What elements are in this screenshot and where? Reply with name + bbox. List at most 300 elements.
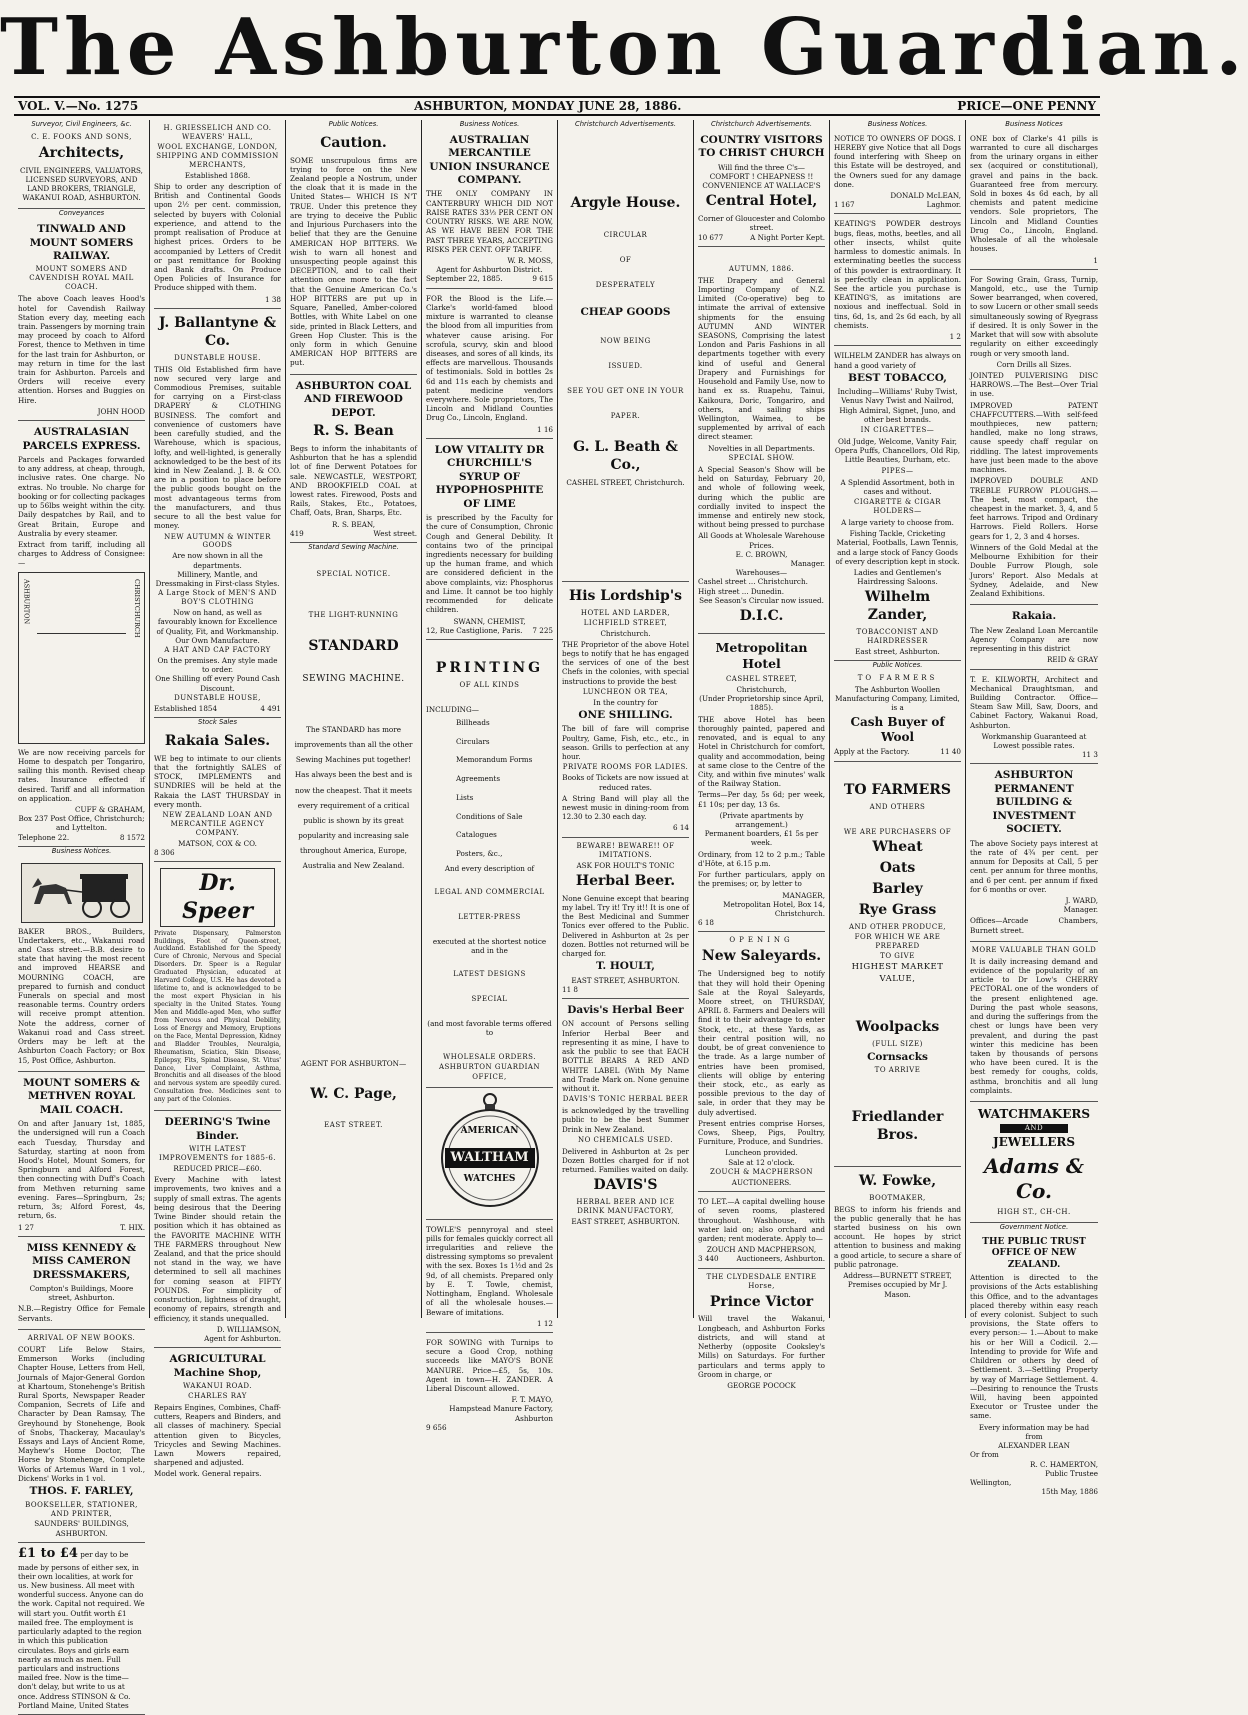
ad-adams [970, 1102, 1098, 1223]
ad-line: Terms—Per day, 5s 6d; per week, £1 10s; per day, 13 6s. [698, 790, 825, 809]
printing-item: Conditions of Sale [456, 811, 523, 821]
ad-name: Wilhelm Zander, [864, 589, 931, 624]
section-label: Christchurch Advertisements. [574, 120, 676, 128]
ad-heading-big: Herbal Beer. [575, 872, 676, 889]
ad-line: (Private apartments by arrangement.) [719, 810, 804, 830]
section-label: Surveyor, Civil Engineers, &c. [31, 120, 132, 128]
ad-body: Old Judge, Welcome, Vanity Fair, Opera Puffs, Chancellors, Old Rip, Little Beauties, Durham, etc. [834, 436, 961, 465]
ad-signature: AUCTIONEERS. [731, 1177, 792, 1187]
ad-body: Compton's Buildings, Moore street, Ashburton. [29, 1284, 134, 1303]
ad-heading-big: New Saleyards. [701, 948, 822, 965]
ad-line: Are now shown in all the departments. [172, 551, 263, 570]
ad-standard-sewing [290, 552, 417, 1136]
ad-body: BAKER BROS., Builders, Undertakers, etc., Wakanui road and Cass street.—B.B. desire to state that having the most recent and improved HEARSE and MOURNING COACH, are prepared to furnish and conduct Funerals on special and most reasonable terms. Country orders will receive prompt attention. Note the address, corner of Wakanui road and Cass street. Orders may be left at the Ashburton Coach Factory; or Box 15, Post Office, Ashburton. [18, 926, 145, 1065]
ad-body: Every Machine with latest improvements, two knives and a supply of small extras. The agents being desirous that the Deering Twine Binder should retain the position which it has obtained as the FAVORITE MACHINE WITH THE FARMERS throughout New Zealand, and that the price should not stand in the way, we have determined to sell all machines for coming season at FIFTY POUNDS. For simplicity of construction, lightness of draught, economy of repairs, strength and efficiency, it stands unequalled. [154, 1175, 281, 1323]
ad-signature: GEORGE POCOCK [727, 1380, 796, 1390]
ad-body: ONE box of Clarke's 41 pills is warranted to cure all discharges from the urinary organs in either sex (acquired or constitutional), gravel and pains in the back. Guaranteed free from mercury. Sold in boxes 4s 6d each, by all chemists and patent medicine vendors. Sole proprietors, The Lincoln and Midland Counties Drug Co., Lincoln, England. Wholesale of all the wholesale houses. [970, 133, 1098, 254]
ad-line: INCLUDING— [426, 704, 479, 714]
ad-signature: Public Trustee [1045, 1468, 1098, 1478]
ad-signature: JOHN HOOD [97, 406, 145, 416]
section-label: Stock Sales [197, 718, 238, 727]
ad-rakaia [154, 727, 281, 863]
ad-footer [698, 1254, 825, 1263]
ad-dic [698, 247, 825, 634]
ad-heading: BEST TOBACCO, [848, 371, 947, 384]
ad-line: SPECIAL SHOW. [728, 453, 795, 462]
ad-name: Prince Victor [709, 1293, 814, 1310]
ad-heading: Argyle House. [570, 194, 681, 211]
ad-heading: AGRICULTURAL Machine Shop, [169, 1353, 266, 1379]
ad-woollen [834, 670, 961, 762]
ad-rakaia-agency [970, 605, 1098, 669]
ad-body: The STANDARD has more improvements than all the other Sewing Machines put together! Has always been the best and is now the cheapest. That it meets every requirement of a critical public is shown by its great popularity and increasing sale throughout America, Europe, Australia and New Zealand. [294, 725, 413, 871]
ad-argyle [562, 129, 689, 582]
ad-line: (FULL SIZE) [872, 1039, 923, 1048]
ad-body: The New Zealand Loan Mercantile Agency Company are now representing in this district [970, 625, 1098, 654]
ad-body: A String Band will play all the newest music in dining-room from 12.30 to 2.30 each day. [562, 793, 689, 822]
ad-heading-big: Cash Buyer of Wool [850, 714, 945, 745]
produce-item: Wheat [872, 839, 923, 856]
printing-item: Posters, &c., [456, 849, 503, 859]
ad-name: W. Fowke, [858, 1172, 937, 1189]
ad-kennedy [18, 1237, 145, 1330]
produce-item: Woolpacks [855, 1018, 940, 1035]
ad-line: Workmanship Guaranteed at Lowest possible rates. [981, 731, 1087, 751]
ad-ref: 11 40 [940, 747, 961, 757]
ad-clarkes-pills [970, 129, 1098, 270]
ad-low-vitality [426, 439, 553, 640]
ad-body: Parcels and Packages forwarded to any address, at cheap, through, inclusive rates. One charge. No extras. No trouble. No charge for booking or for collecting packages up to 56lbs weight within the city. Daily despatches by Rail, and to Great Britain, Europe and Australia by every steamer. [18, 455, 145, 538]
ad-machine-shop [154, 1348, 281, 1483]
ad-heading: Architects, [38, 144, 125, 161]
ad-footer [834, 747, 961, 756]
ad-line: ISSUED. [608, 361, 643, 370]
ad-signature: E. C. BROWN, [735, 549, 788, 559]
masthead [0, 0, 1248, 96]
column-6 [694, 120, 830, 1390]
tariff-grid [37, 633, 126, 737]
ad-line: CIRCULAR [603, 230, 648, 239]
ad-line: Novelties in all Departments. [708, 443, 815, 453]
ad-heading: DEERING'S Twine Binder. [164, 1116, 271, 1142]
ad-metropolitan [698, 634, 825, 932]
ad-line: Or from [970, 1450, 999, 1460]
ad-place: Laghmor. [926, 200, 961, 210]
ad-heading: TO FARMERS [857, 674, 938, 683]
ad-signature: MANAGER, [782, 890, 825, 900]
column-8 [966, 120, 1102, 1497]
ad-hoult [562, 838, 689, 999]
ad-body: We are now receiving parcels for Home to despatch per Tongariro, sailing this month. Revised cheap rates. Insurance effected if desired. Tariff and all information on application. [18, 747, 145, 803]
ad-line: ONE SHILLING. [578, 709, 673, 722]
ad-heading: Rakaia Sales. [164, 732, 271, 749]
ad-line: NEW AUTUMN & WINTER GOODS [164, 532, 271, 550]
printing-item: Catalogues [456, 830, 497, 840]
ad-line: Millinery, Mantle, and Dressmaking in First-class Styles. [155, 569, 280, 589]
ad-line: Cashel street ... Christchurch. [698, 577, 808, 587]
column-5 [558, 120, 694, 1318]
ad-ref: 8 1572 [119, 832, 145, 842]
ad-signature: Manager. [1063, 905, 1098, 915]
tariff-side-label: ASHBURTON [22, 578, 31, 624]
ad-heading: AUTUMN, 1886. [728, 264, 795, 273]
ad-address: Corner of Gloucester and Colombo street. [698, 214, 825, 233]
ad-caution [290, 129, 417, 375]
ad-signature: F. T. MAYO, [511, 1395, 553, 1405]
ad-address: Auctioneers, Ashburton. [736, 1254, 825, 1264]
ad-line: Now on hand, as well as favourably known for Excellence of Quality, Fit, and Workmanship. Our Own Manufacture. [156, 608, 279, 645]
ad-heading: Metropolitan Hotel [715, 640, 808, 672]
ad-heading: Rakaia. [1011, 610, 1057, 623]
printing-item: Agreements [456, 774, 501, 784]
ad-body: It is daily increasing demand and evidence of the popularity of an article to Dr Low's CHERRY PECTORAL one of the wonders of the present enlightened age. During the past whole seasons, and during the sufferings from the chest or lungs have been very prevalent, and during the past winter this medicine has been taken by thousands of persons who have been cured. It is the best remedy for coughs, colds, asthma, bronchitis and all lung complaints. [970, 956, 1098, 1095]
ad-blood-mixture [426, 289, 553, 439]
ad-body: Winners of the Gold Medal at the Melbourne Exhibition for their Double Furrow Plough, sole Jurors' Report. Also Medals at Sydney, Adelaide, and New Zealand Exhibitions. [970, 542, 1098, 598]
ad-body: The bill of fare will comprise Poultry, Game, Fish, etc., etc., in season. Grills to perfection at any hour. [562, 724, 689, 762]
ad-line: HERBAL BEER AND ICE DRINK MANUFACTORY, [576, 1198, 675, 1216]
ad-name: THOS. F. FARLEY, [29, 1485, 134, 1498]
ad-heading: AUSTRALASIAN PARCELS EXPRESS. [22, 426, 141, 452]
ad-subheading: MOUNT SOMERS AND CAVENDISH ROYAL MAIL COACH. [29, 265, 134, 292]
ad-signature: Manager. [790, 559, 825, 569]
ad-name: W. C. Page, [310, 1085, 397, 1102]
ad-body: Delivered in Ashburton at 2s per Dozen Bottles charged for if not returned. Families waited on daily. [562, 1146, 689, 1175]
ad-name: D.I.C. [739, 608, 784, 625]
ad-signature: R. C. HAMERTON, [1030, 1459, 1098, 1469]
ad-clydesdale [698, 1269, 825, 1395]
watch-label: WALTHAM [450, 1149, 529, 1165]
ad-signature: J. WARD, [1065, 895, 1098, 905]
section-label: Business Notices. [867, 120, 928, 128]
ad-line: Warehouses— [735, 568, 788, 578]
ad-body: KEATING'S POWDER destroys bugs, fleas, moths, beetles, and all other insects, whilst quite harmless to domestic animals. In exterminating beetles the success of this powder is extraordinary. It is perfectly clean in application. See the article you purchase is KEATING'S, as imitations are noxious and ineffectual. Sold in tins, 6d, 1s, and 2s 6d each, by all chemists. [834, 219, 961, 330]
ad-line: In the country for [593, 697, 658, 707]
ad-signature: T. HOULT, [596, 960, 655, 973]
ad-line: (Under Proprietorship since April, 1885). [699, 694, 824, 713]
ad-line: DUNSTABLE HOUSE, [174, 693, 261, 702]
ad-line: One Shilling off every Pound Cash Discount. [155, 674, 280, 693]
ad-dogs-notice [834, 129, 961, 215]
tariff-note: Extract from tariff, including all charges to Address of Consignee:— [18, 539, 145, 568]
ad-body: FOR the Blood is the Life.—Clarke's world-famed blood mixture is warranted to cleanse the blood from all impurities from whatever cause arising. For scrofula, scurvy, skin and blood diseases, and sores of all kinds, its effects are marvellous. Thousands of testimonials. Sold in bottles 2s 6d and 11s each by chemists and patent medicine vendors everywhere. Sole proprietors, The Lincoln and Midland Counties Drug Co., Lincoln, England. [426, 293, 553, 423]
ad-signature: MATSON, COX & CO. [178, 838, 257, 848]
ad-subheading: BOOTMAKER, [869, 1193, 926, 1202]
ad-ref: 11 3 [1081, 750, 1098, 760]
ad-line: (and most favorable terms offered to [427, 1019, 552, 1038]
ad-kilworth [970, 670, 1098, 765]
ad-line: And every description of [444, 863, 535, 873]
ad-body: COURT Life Below Stairs, Emmerson Works (including Chapter House, Letters from Hell, Journals of Major-General Gordon at Khartoum, Stonehenge's British Rural Sports, Newspaper Reader Companion, Secrets of Life and Character by Dean Ramsay, The Greyhound by Stonehenge, Book of Snobs, Thackeray, Macaulay's Essays and Lays of Ancient Rome, Mayhew's Home Doctor, The Horse by Stonehenge, Complete Works of Artemus Ward in 1 vol., Dickens' Works in 1 vol. [18, 1344, 145, 1483]
ad-friedlander [834, 762, 961, 1167]
ad-ref: 3 440 [698, 1254, 719, 1264]
ad-ref: 419 [290, 528, 304, 538]
column-2 [150, 120, 286, 1479]
tariff-side-label: CHRISTCHURCH [133, 578, 141, 638]
ad-body: TOWLE'S pennyroyal and steel pills for females quickly correct all irregularities and relieve the distressing symptoms so prevalent with the sex. Boxes 1s 1½d and 2s 9d, of all chemists. Prepared only by E. T. Towle, chemist, Nottingham, England. Wholesale of all the wholesale houses.—Beware of imitations. [426, 1224, 553, 1317]
ad-line: SPECIAL [471, 995, 508, 1004]
section-label: Conveyances [58, 209, 105, 218]
column-4 [422, 120, 558, 1432]
ad-line: TO ARRIVE [874, 1065, 921, 1074]
ad-line: LATEST DESIGNS [453, 970, 526, 979]
produce-item: Rye Grass [858, 902, 937, 919]
ad-heading: SPECIAL NOTICE. [316, 569, 391, 578]
ad-date: September 22, 1885. [426, 274, 503, 284]
ad-subheading: OF ALL KINDS [459, 680, 520, 689]
ad-ref: 1 16 [536, 424, 553, 434]
ad-line: FOR WHICH WE ARE PREPARED [854, 933, 941, 950]
ad-line: Corn Drills all Sizes. [996, 359, 1072, 369]
ad-line: SEE YOU GET ONE IN YOUR [567, 386, 684, 395]
ad-line: ASK FOR HOULT'S TONIC [576, 860, 675, 870]
ad-footer [426, 626, 553, 635]
ad-body: CIVIL ENGINEERS, VALUATORS, LICENSED SURVEYORS, AND LAND BROKERS, TRIANGLE, WAKANUI ROAD, ASHBURTON. [20, 165, 143, 203]
section-label: Business Notices. [51, 846, 112, 855]
ad-established: Established 1868. [184, 170, 251, 180]
ad-body: BEGS to inform his friends and the public generally that he has started business on his own account. He hopes by strict attention to business and making a good article, to secure a share of public patronage. [834, 1204, 961, 1269]
ad-body: For Sowing Grain, Grass, Turnip, Mangold, etc., use the Turnip Sower bearranged, when covered, to sow Lucern or other small seeds simultaneously sowing of Ryegrass if desired. It is only Sower in the Market that will sow with absolute regularity on either exceedingly rough or very smooth land. [970, 274, 1099, 358]
ad-address: Metropolitan Hotel, Box 14, [723, 899, 825, 909]
ad-body: JOINTED PULVERISING DISC HARROWS.—The Best—Over Trial in use. [970, 370, 1098, 399]
ad-body: is acknowledged by the travelling public to be the best Summer Drink in New Zealand. [562, 1106, 689, 1134]
ad-heading: THE CLYDESDALE ENTIRE Horse, [706, 1272, 817, 1290]
ad-heading: ARRIVAL OF NEW BOOKS. [27, 1333, 136, 1342]
ad-australian-mercantile [426, 129, 553, 289]
ad-line: Luncheon provided. [725, 1148, 798, 1158]
ad-body: Ladies and Gentlemen's Hairdressing Saloons. [853, 568, 942, 587]
ad-signature: SWANN, CHEMIST, [453, 616, 526, 626]
ad-footer [834, 200, 961, 209]
ad-heading: Dr. Speer [160, 868, 275, 926]
ad-footer [698, 233, 825, 242]
ad-line: Ordinary, from 12 to 2 p.m.; Table d'Hôte, at 6.15 p.m. [698, 849, 825, 868]
ad-footer [290, 529, 417, 538]
ad-line: All Goods at Wholesale Warehouse Prices. [698, 531, 825, 550]
ad-body: Present entries comprise Horses, Cows, Sheep, Pigs, Poultry, Furniture, Produce, and Sundries. [698, 1118, 825, 1147]
ad-address: Box 237 Post Office, Christchurch; and Lyttelton. [18, 814, 145, 833]
ad-footer [154, 704, 281, 713]
column-3 [286, 120, 422, 1318]
ad-heading: AUSTRALIAN MERCANTILE UNION INSURANCE COMPANY. [429, 133, 550, 186]
ad-address: East street, Ashburton. [855, 647, 940, 657]
ad-ref: 1 12 [536, 1318, 553, 1328]
ad-subheading: WITH LATEST IMPROVEMENTS for 1885-6. [158, 1145, 277, 1163]
ad-fooks [18, 129, 145, 210]
ad-address: HIGH ST., CH-CH. [997, 1207, 1071, 1216]
ad-books [18, 1330, 145, 1543]
ad-address: EAST STREET. [324, 1121, 383, 1130]
ad-address: 12, Rue Castiglione, Paris. [426, 625, 523, 635]
ad-ref: 6 14 [672, 823, 689, 833]
ad-line: OF [619, 255, 632, 264]
ad-body: NOTICE TO OWNERS OF DOGS. I HEREBY give Notice that all Dogs found interfering with Sheep on this Estate will be destroyed, and the Owners sued for any damage done. [834, 133, 961, 189]
ad-heading: THE PUBLIC TRUST OFFICE OF NEW ZEALAND. [982, 1236, 1086, 1270]
ad-telephone: Telephone 22. [18, 832, 70, 842]
ad-heading: J. Ballantyne & Co. [158, 314, 277, 349]
ad-price: REDUCED PRICE—£60. [173, 1164, 262, 1174]
ad-body: per day to be made by persons of either sex, in their own localities, at work for us. New business. All meet with wonderful success. Anyone can do the work. Capital not required. We will start you. Outfit worth £1 mailed free. The employment is particularly adapted to the region in which this publication circulates. Boys and girls earn nearly as much as men. Full particulars and instructions mailed free. Now is the time—don't delay, but write to us at once. Address STINSON & Co. Portland Maine, United States [18, 1549, 145, 1710]
section-label: Government Notice. [999, 1222, 1069, 1231]
ad-ballantyne [154, 309, 281, 718]
ad-line: IN CIGARETTES— [860, 426, 935, 435]
ad-bean [290, 375, 417, 543]
ad-ref: 11 8 [562, 984, 579, 994]
ad-ref: 1 27 [18, 1222, 35, 1232]
ad-body: THE Drapery and General Importing Company of N.Z. Limited (Co-operative) beg to intimate the arrival of extensive shipments for the ensuing AUTUMN AND WINTER SEASONS, Comprising the latest London and Paris Fashions in all departments together with every kind of useful and General Drapery and Furnishings for Household and Family Use, now to hand ex ss. Ruapehu, Tainui, Kaikoura, Doric, Tongariro, and others, and sailing ships Wellington, Waimea, to be supplemented by arrival of each direct steamer. [698, 275, 825, 442]
ad-name: CHARLES RAY [188, 1392, 247, 1400]
ad-line: High street ... Dunedin. [698, 586, 785, 596]
ad-heading: BEWARE! BEWARE!! OF IMITATIONS. [576, 841, 675, 859]
ad-name: Central Hotel, [705, 193, 818, 210]
ad-line: HIGHEST MARKET [851, 961, 944, 972]
ad-body: WE beg to intimate to our clients that the fortnightly SALES of STOCK, IMPLEMENTS and SUNDRIES will be held at the Rakaia the LAST THURSDAY in every month. [154, 753, 281, 809]
ad-body: The Undersigned beg to notify that they will hold their Opening Sale at the Royal Saleyards, Moore street, on THURSDAY, APRIL 8. Farmers and Dealers will find it to their advantage to enter Stock, etc., at these Yards, as their central position will, no doubt, be of great convenience to the trade. As a large number of entries have been promised, clients will oblige by entering their stock, etc., as early as possible previous to the day of sale, in order that they may be duly advertised. [698, 969, 825, 1117]
ad-griesselich [154, 120, 281, 309]
ad-line: OFFICE, [472, 1072, 507, 1081]
ad-footer [18, 1223, 145, 1232]
ad-ref: 9 615 [532, 274, 553, 284]
ad-to-let [698, 1192, 825, 1269]
ad-ref: 8 306 [154, 848, 175, 858]
ad-line: PIPES— [881, 466, 914, 475]
ad-heading: Caution. [320, 134, 387, 151]
ad-public-trust [970, 1232, 1098, 1501]
ad-city: Christchurch, [736, 684, 787, 694]
ad-body: The above Coach leaves Hood's hotel for Cavendish Railway Station every day, meeting each train. Passengers by morning train may proceed by coach to Alford Forest, thence to Methven in time for the last train for Ashburton, or may return in time for the last train for Ashburton. Parcels and Orders will receive every attention. Horses and Buggies on Hire. [18, 294, 145, 405]
volume-number: VOL. V.—No. 1275 [18, 99, 139, 113]
ad-signature: Agent for Ashburton District. [436, 265, 543, 275]
ad-subheading: HOTEL AND LARDER, [580, 608, 671, 617]
ad-line: NO CHEMICALS USED. [577, 1135, 674, 1144]
ad-cherry-pectoral [970, 942, 1098, 1102]
ad-body: The Ashburton Woollen Manufacturing Company, Limited, is a [835, 685, 960, 713]
ad-body: Including—Williams' Ruby Twist, Venus Navy Twist and Nailrod, High Admiral, Signet, Juno, and other best brands. [837, 387, 958, 424]
ad-line: PAPER. [610, 411, 641, 420]
ad-body: IMPROVED PATENT CHAFFCUTTERS.—With self-feed mouthpieces, new pattern; handled, make no long straws, cause speedy chaff regular on riddling. The latest improvements have just been made to the above machines. [970, 400, 1098, 475]
printing-list [426, 714, 553, 864]
ad-subheading: THE LIGHT-RUNNING [308, 610, 399, 619]
ad-established: Established 1854 [154, 703, 218, 713]
ad-body: A large variety to choose from. [841, 517, 954, 527]
ad-line: AND OTHERS [869, 802, 926, 811]
ad-body: ON account of Persons selling Inferior Herbal Beer and representing it as mine, I have to ask the public to see that EACH BOTTLE BEARS A RED AND WHITE LABEL (With My Name and Trade Mark on. None genuine without it. [562, 1019, 689, 1094]
ad-line: AND OTHER PRODUCE, [848, 923, 947, 932]
ad-line: NOW BEING [600, 336, 651, 345]
ad-line: DESPERATELY [595, 280, 656, 289]
ad-line: WHOLESALE ORDERS. [443, 1052, 536, 1061]
tariff-table [18, 572, 145, 744]
ad-name: R. S. Bean [313, 422, 394, 439]
ad-signature: ZOUCH AND MACPHERSON, [706, 1245, 817, 1255]
ad-name: Adams & Co. [984, 1153, 1084, 1204]
ad-name: G. L. Beath & Co., [573, 438, 678, 473]
ad-heading-big: DAVIS'S [593, 1177, 658, 1194]
ad-printing [426, 640, 553, 1088]
ad-line: CIGARETTE & CIGAR HOLDERS— [854, 498, 941, 515]
ad-name: C. E. FOOKS AND SONS, [31, 132, 132, 141]
ad-heading: MOUNT SOMERS & METHVEN ROYAL MAIL COACH. [23, 1076, 140, 1116]
ad-signature: NEW ZEALAND LOAN AND MERCANTILE AGENCY COMPANY. [162, 811, 273, 837]
ad-body: T. E. KILWORTH, Architect and Mechanical Draughtsman, and Building Contractor. Office—Steam Saw Mill, Saw, Doors, and Cabinet Factory, Wakanui Road, Ashburton. [970, 674, 1098, 730]
ad-ref: 6 18 [698, 918, 715, 928]
ad-line: Books of Tickets are now issued at reduced rates. [562, 773, 689, 792]
ad-body: TO LET.—A capital dwelling house of seven rooms, plastered throughout. Washhouse, with water laid on; also orchard and garden; rent moderate. Apply to— [698, 1197, 825, 1243]
ad-baker [18, 856, 145, 1072]
ad-footer: Model work. General repairs. [154, 1469, 262, 1479]
produce-item: Oats [879, 860, 916, 877]
ad-line: executed at the shortest notice and in the [432, 936, 547, 956]
ad-line: A Large Stock of MEN'S AND BOY'S CLOTHING [158, 589, 277, 607]
ad-deering [154, 1111, 281, 1348]
ad-address: EAST STREET, ASHBURTON. [571, 975, 680, 985]
ad-ref: 1 [1093, 255, 1098, 265]
hearse-illustration [21, 863, 143, 923]
produce-item: Cornsacks [867, 1050, 928, 1063]
ad-line: CHEAP GOODS [580, 306, 671, 319]
ad-speer [154, 862, 281, 1111]
ad-footer [18, 833, 145, 842]
ad-waltham [426, 1088, 553, 1220]
ad-fowke [834, 1167, 961, 1303]
printing-item: Billheads [456, 718, 490, 728]
ad-subheading: WAKANUI ROAD. [182, 1382, 253, 1391]
ad-line: DAVIS'S TONIC HERBAL BEER [562, 1095, 689, 1104]
produce-item: Barley [872, 881, 923, 898]
ad-body: THIS Old Established firm have now secured very large and Commodious Premises, suitable for carrying on a First-class DRAPERY & CLOTHING BUSINESS. The comfort and convenience of customers have been carefully studied, and the Warehouse, which is spacious, lofty, and well-lighted, is generally acknowledged to be the best of its kind in New Zealand. J. B. & CO. are in a position to place before the public goods bought on the most advantageous terms from the manufacturers, and thus secure to all the best value for money. [154, 364, 281, 531]
ad-address: CASHEL STREET, Christchurch. [566, 477, 685, 487]
ad-body: THE above Hotel has been thoroughly painted, papered and renovated, and is equal to any Hotel in Christchurch for comfort, quality and accommodation, being at same close to the Centre of the City, and within five minutes' walk of the Railway Station. [698, 714, 825, 789]
ad-agent: AGENT FOR ASHBURTON— [300, 1059, 407, 1069]
masthead-title: The Ashburton Guardian. [0, 2, 1248, 93]
ad-saleyards [698, 932, 825, 1192]
ad-body: The above Society pays interest at the rate of 4¾ per cent. per annum for Deposits at Call, 5 per cent. per annum for three months, and 6 per cent. per annum if fixed for 6 months or over. [970, 838, 1098, 894]
ad-body: WILHELM ZANDER has always on hand a good variety of [834, 351, 962, 370]
ad-body: A Splendid Assortment, both in cases and without. [840, 477, 955, 496]
ad-address: Address—BURNETT STREET, [843, 1271, 952, 1281]
ad-heading: TINWALD AND MOUNT SOMERS RAILWAY. [29, 223, 134, 262]
ad-address: Offices—Arcade Chambers, Burnett street. [970, 916, 1098, 935]
ad-signature: T. HIX. [120, 1222, 145, 1232]
ad-line: Permanent boarders, £1 5s per week. [704, 829, 819, 848]
ad-name: H. GRIESSELICH AND CO. WEAVERS' HALL, [163, 124, 272, 141]
ad-line: LETTER-PRESS [458, 912, 521, 921]
ad-heading-big: SEWING MACHINE. [302, 673, 405, 684]
ad-line: Sale at 12 o'clock. [728, 1157, 795, 1167]
ad-body: Private Dispensary, Palmerston Buildings, Foot of Queen-street, Auckland. Established for the Speedy Cure of Chronic, Nervous and Special Disorders. Dr. Speer is a Regular Graduated Physician, educated at Harvard College, U.S. He has devoted a lifetime to, and is acknowledged to be the most expert Physician in his specialty in the United States. Young Men and Middle-aged Men, who suffer from Nervous and Physical Debility, Loss of Energy and Memory, Eruptions on the Face, Mental Depression, Kidney and Bladder Troubles, Neuralgia, Rheumatism, Sciatica, Skin Disease, Epilepsy, Fits, Spinal Disease, St. Vitus' Dance, Liver Complaint, Asthma, Bronchitis and all diseases of the blood and nervous system are speedily cured. Consultation free. Medicines sent to any part of the Colonies. [154, 929, 281, 1104]
ad-body: SOME unscrupulous firms are trying to force on the New Zealand people a Nostrum, under the cloak that it is made in the United States— WHICH IS N'T TRUE. Under this pretence they are trying to deceive the Public and Injurious Purchasers into the belief that they are the Genuine AMERICAN HOP BITTERS. We wish to warn all honest and unsuspecting people against this DECEPTION, and to call their attention once more to the fact that the Genuine American Co.'s HOP BITTERS are put up in Square, Panelled, Amber-colored Bottles, with White Label on one side, printed in Black Letters, and Green Hop Cluster. This is the only form in which Genuine AMERICAN HOP BITTERS are put. [290, 155, 417, 368]
ad-body: Will travel the Wakanui, Longbeach, and Ashburton Forks districts, and will stand at Netherby (opposite Cooksley's Mills) on Saturdays. For further particulars and terms apply to Groom in charge, or [698, 1314, 825, 1379]
printing-item: Lists [456, 792, 474, 802]
ad-line: WE ARE PURCHASERS OF [843, 827, 952, 836]
ad-body: A Special Season's Show will be held on Saturday, February 20, and whole of following week, during which the public are cordially invited to inspect the immense and entirely new stock, without being pressed to purchase [698, 464, 825, 530]
ad-signature: D. WILLIAMSON, [216, 1324, 281, 1334]
ad-ref: 4 491 [260, 703, 281, 713]
ad-street: LICHFIELD STREET, [583, 618, 668, 627]
ad-zander [834, 346, 961, 661]
watch-label: WATCHES [463, 1173, 516, 1184]
printing-item: Memorandum Forms [456, 755, 533, 765]
ad-address: Premises occupied by Mr J. Mason. [847, 1280, 948, 1299]
ad-heading: PRINTING [435, 659, 544, 676]
ad-ref: 1 38 [264, 294, 281, 304]
ad-body: THE ONLY COMPANY IN CANTERBURY WHICH DID NOT RAISE RATES 33⅓ PER CENT ON COUNTRY RISKS. WE ARE NOW, AS WE HAVE BEEN FOR THE PAST THREE YEARS, ACCEPTING RISKS PER CENT. OFF TARIFF. [426, 189, 553, 254]
ad-methven [18, 1072, 145, 1237]
columns [14, 120, 1104, 1710]
dateline [14, 96, 1100, 116]
ad-note: N.B.—Registry Office for Female Servants. [18, 1304, 145, 1323]
ad-towle [426, 1220, 553, 1333]
ad-line: VALUE, [879, 973, 916, 984]
